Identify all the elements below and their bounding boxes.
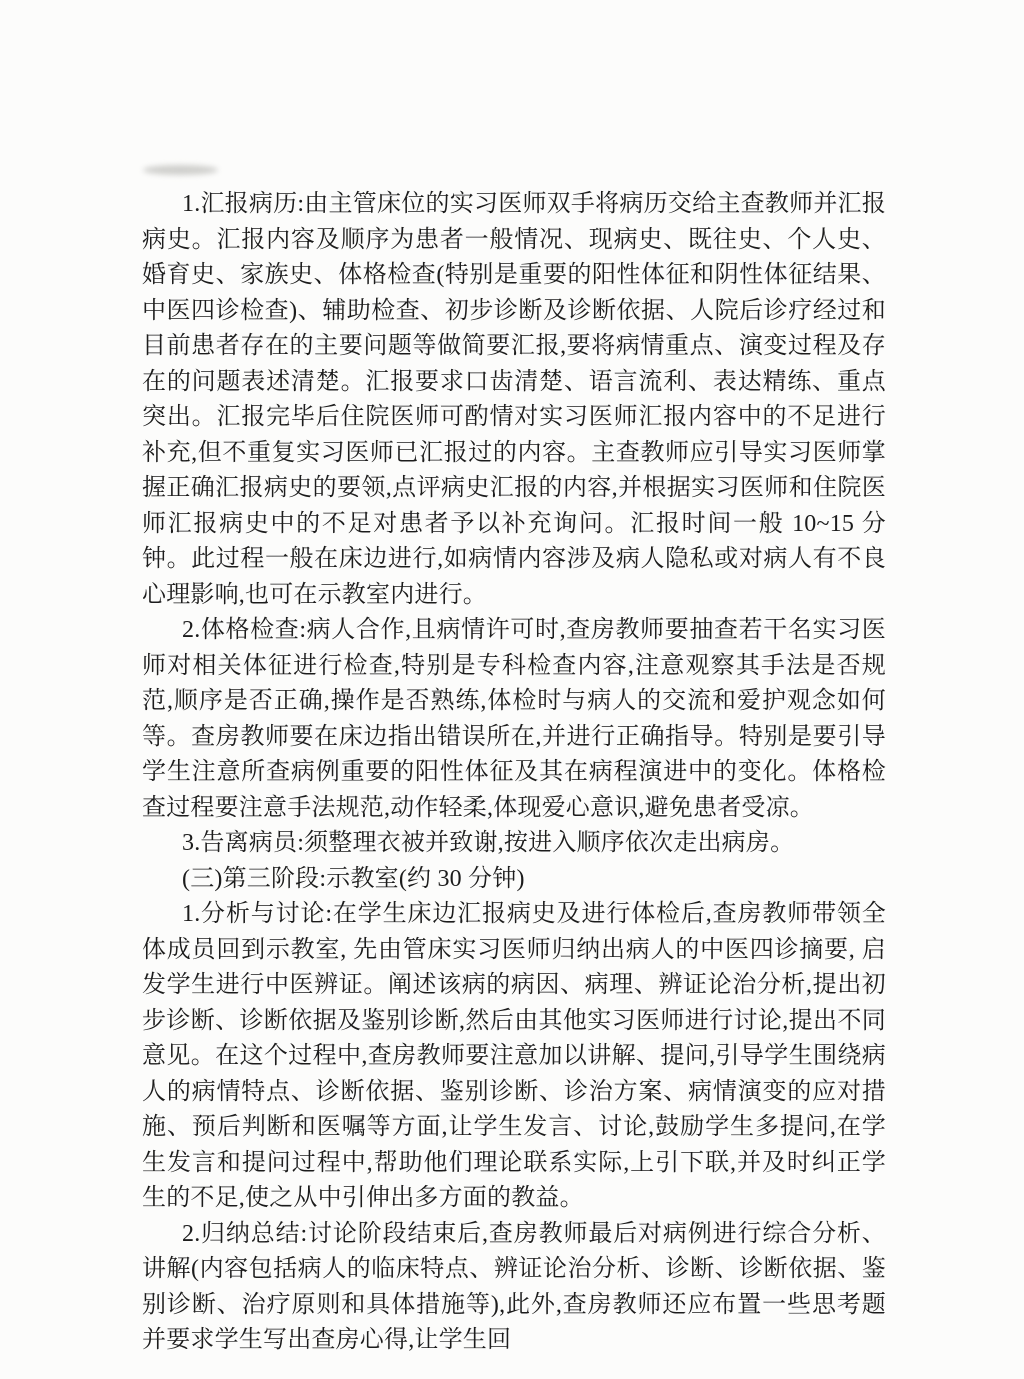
paragraph: 1.汇报病历:由主管床位的实习医师双手将病历交给主查教师并汇报病史。汇报内容及顺序为患者一般情况、现病史、既往史、个人史、婚育史、家族史、体格检查(特别是重要的阳性体征和阴性体征结果、中医四诊检查)、辅助检查、初步诊断及诊断依据、人院后诊疗经过和目前患者存在的主要问题等做简要汇报,要将病情重点、演变过程及存在的问题表述清楚。汇报要求口齿清楚、语言流利、表达精练、重点突出。汇报完毕后住院医师可酌情对实习医师汇报内容中的不足进行补充,但不重复实习医师已汇报过的内容。主查教师应引导实习医师掌握正确汇报病史的要领,点评病史汇报的内容,并根据实习医师和住院医师汇报病史中的不足对患者予以补充询问。汇报时间一般 10~15 分钟。此过程一般在床边进行,如病情内容涉及病人隐私或对病人有不良心理影响,也可在示教室内进行。 — [142, 191, 886, 608]
paragraph: 2.归纳总结:讨论阶段结束后,查房教师最后对病例进行综合分析、讲解(内容包括病人的临床特点、辨证论治分析、诊断、诊断依据、鉴别诊断、治疗原则和具体措施等),此外,查房教师还应布置一些思考题并要求学生写出查房心得,让学生回 — [142, 1220, 886, 1353]
paragraph: 2.体格检查:病人合作,且病情许可时,查房教师要抽查若干名实习医师对相关体征进行检查,特别是专科检查内容,注意观察其手法是否规范,顺序是否正确,操作是否熟练,体检时与病人的交流和爱护观念如何等。查房教师要在床边指出错误所在,并进行正确指导。特别是要引导学生注意所查病例重要的阳性体征及其在病程演进中的变化。体格检查过程要注意手法规范,动作轻柔,体现爱心意识,避免患者受凉。 — [142, 617, 886, 821]
paragraph: 3.告离病员:须整理衣被并致谢,按进入顺序依次走出病房。 — [182, 830, 795, 856]
paragraph: (三)第三阶段:示教室(约 30 分钟) — [182, 865, 525, 892]
document-body — [142, 187, 886, 1359]
scan-smudge-artifact — [143, 165, 218, 175]
paragraph: 1.分析与讨论:在学生床边汇报病史及进行体检后,查房教师带领全体成员回到示教室, 先由管床实习医师归纳出病人的中医四诊摘要, 启发学生进行中医辨证。阐述该病的病因、病理、辨证论治分析,提出初步诊断、诊断依据及鉴别诊断,然后由其他实习医师进行讨论,提出不同意见。在这个过程中,查房教师要注意加以讲解、提问,引导学生围绕病人的病情特点、诊断依据、鉴别诊断、诊治方案、病情演变的应对措施、预后判断和医嘱等方面,让学生发言、讨论,鼓励学生多提问,在学生发言和提问过程中,帮助他们理论联系实际,上引下联,并及时纠正学生的不足,使之从中引伸出多方面的教益。 — [142, 901, 886, 1211]
